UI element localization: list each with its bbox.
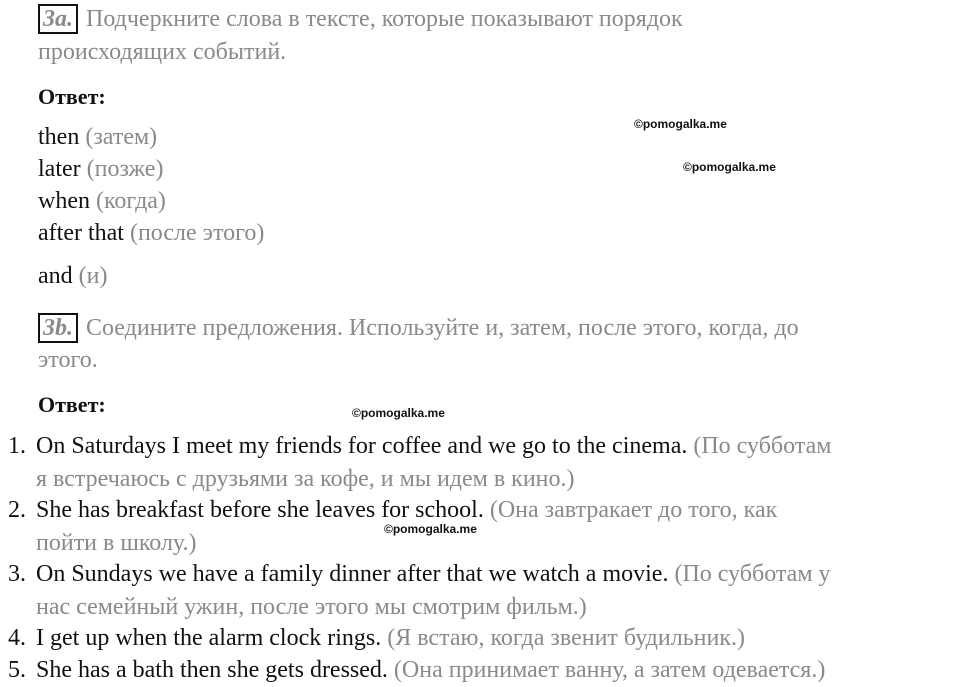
task-3b [38,312,799,344]
word-item [38,188,166,215]
item-number: 4. [8,625,26,651]
word-item [38,156,163,183]
word-ru: (после этого) [129,220,265,246]
word-ru: (и) [78,263,108,289]
answer-label-b: Ответ: [38,392,106,417]
word-en: and [38,263,73,289]
list-item [0,494,960,560]
item-number: 5. [8,657,26,683]
list-item [0,430,960,496]
item-ru-line2: пойти в школу.) [36,530,197,556]
word-en: then [38,124,80,150]
word-ru: (затем) [85,124,158,150]
item-ru-line1: (Я встаю, когда звенит будильник.) [387,625,745,651]
list-item [0,622,960,655]
task-3a-badge: 3a. [38,4,78,34]
word-ru: (позже) [86,156,164,182]
item-number: 1. [8,433,26,459]
item-ru-line2: нас семейный ужин, после этого мы смотрим фильм.) [36,594,587,620]
item-en: On Sundays we have a family dinner after that we watch a movie. [36,561,669,587]
answer-label-a: Ответ: [38,84,106,109]
word-en: later [38,156,81,182]
item-en: I get up when the alarm clock rings. [36,625,382,651]
word-ru: (когда) [95,188,166,214]
task-3a [38,3,683,35]
task-3b-text-line2: этого. [38,347,98,373]
item-en: On Saturdays I meet my friends for coffee and we go to the cinema. [36,433,688,459]
watermark: ©pomogalka.me [683,160,776,174]
task-3b-badge: 3b. [38,313,78,343]
word-item [38,220,264,247]
item-ru-line2: я встречаюсь с друзьями за кофе, и мы идем в кино.) [36,466,575,492]
item-ru-line1: (Она принимает ванну, а затем одевается.) [393,657,826,683]
watermark: ©pomogalka.me [634,117,727,131]
list-item [0,654,960,687]
list-item [0,558,960,624]
word-en: after that [38,220,124,246]
task-3a-text-line2: происходящих событий. [38,39,287,65]
watermark: ©pomogalka.me [384,522,477,536]
item-number: 3. [8,561,26,587]
item-ru-line1: (Она завтракает до того, как [489,497,778,523]
task-3b-text-line1: Соедините предложения. Используйте и, затем, после этого, когда, до [86,315,799,341]
item-number: 2. [8,497,26,523]
item-en: She has breakfast before she leaves for school. [36,497,484,523]
item-ru-line1: (По субботам [693,433,832,459]
item-ru-line1: (По субботам у [674,561,831,587]
watermark: ©pomogalka.me [352,406,445,420]
word-item [38,124,157,151]
word-item [38,263,107,290]
task-3a-text-line1: Подчеркните слова в тексте, которые показывают порядок [86,6,683,32]
word-en: when [38,188,90,214]
item-en: She has a bath then she gets dressed. [36,657,388,683]
